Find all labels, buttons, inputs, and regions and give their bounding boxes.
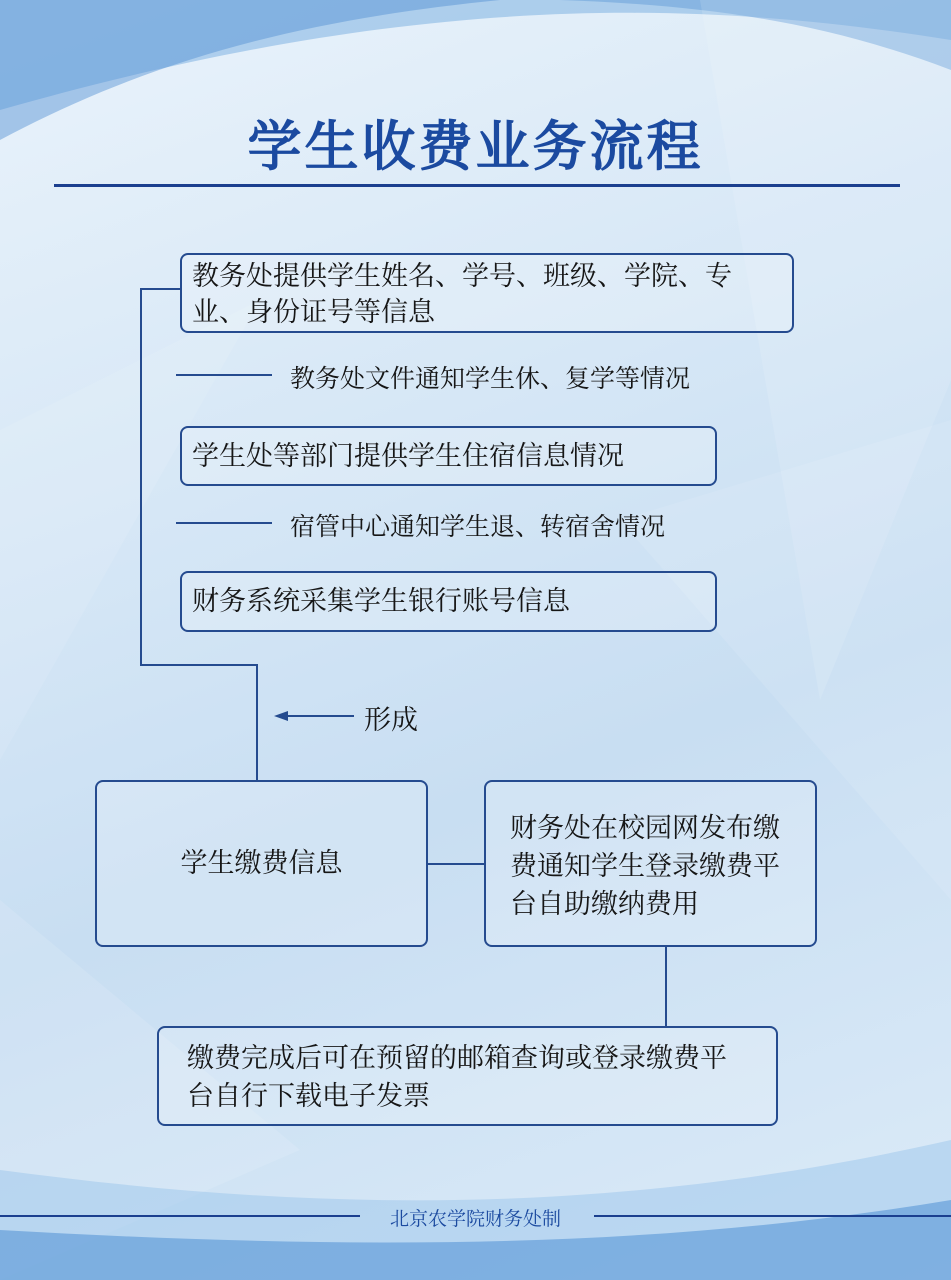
title-divider <box>54 184 900 187</box>
box-caiwu-system <box>180 571 717 632</box>
box-publish-notice <box>484 780 817 947</box>
page-title: 学生收费业务流程 <box>247 115 704 178</box>
box-jiaowu-text: 教务处提供学生姓名、学号、班级、学院、专业、身份证号等信息 <box>192 261 732 328</box>
connector-to-top-box <box>140 288 180 290</box>
note-line-1 <box>176 374 272 376</box>
box-caiwu-system-text: 财务系统采集学生银行账号信息 <box>192 586 570 617</box>
box-xuesheng-text: 学生处等部门提供学生住宿信息情况 <box>192 441 624 472</box>
note-sushe: 宿管中心通知学生退、转宿舍情况 <box>290 512 666 541</box>
box-publish-notice-text: 财务处在校园网发布缴费通知学生登录缴费平台自助缴纳费用 <box>510 813 780 920</box>
connector-to-payment-box <box>256 664 258 780</box>
box-xuesheng-info <box>180 426 717 486</box>
note-jiaowu: 教务处文件通知学生休、复学等情况 <box>290 364 691 393</box>
box-invoice <box>157 1026 778 1126</box>
connector-bottom-horizontal <box>140 664 258 666</box>
label-form: 形成 <box>364 705 418 736</box>
box-payment-info-text: 学生缴费信息 <box>180 847 343 879</box>
box-jiaowu-info <box>180 253 794 333</box>
note-line-2 <box>176 522 272 524</box>
connector-publish-invoice <box>665 946 667 1026</box>
footer-credit: 北京农学院财务处制 <box>389 1208 561 1230</box>
arrow-left-icon <box>272 706 356 726</box>
box-invoice-text: 缴费完成后可在预留的邮箱查询或登录缴费平台自行下载电子发票 <box>187 1043 727 1112</box>
left-connector-vertical <box>140 288 142 666</box>
connector-payment-publish <box>428 863 484 865</box>
box-payment-info <box>95 780 428 947</box>
